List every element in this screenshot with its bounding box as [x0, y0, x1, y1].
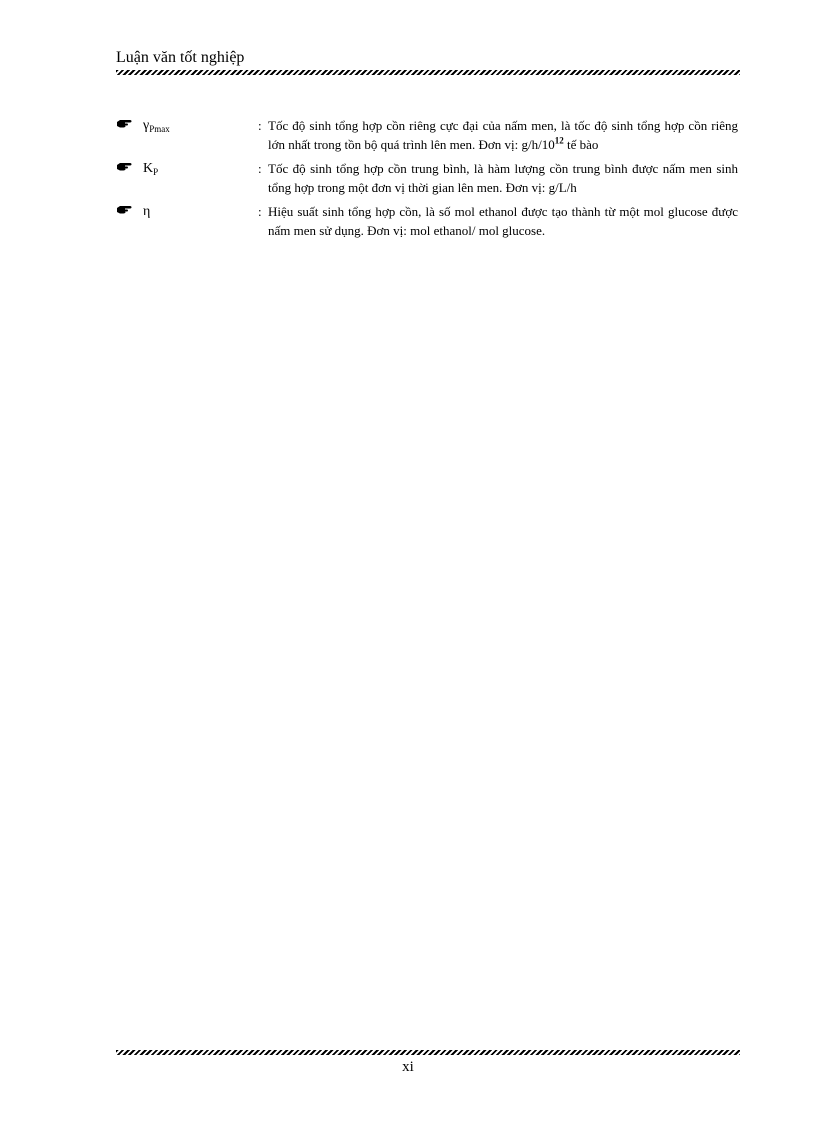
definition-separator: : — [258, 161, 262, 176]
pointing-hand-icon — [116, 160, 132, 172]
pointing-hand-icon — [116, 117, 132, 129]
definition-symbol: η — [143, 204, 151, 219]
definitions-list — [116, 116, 738, 245]
definition-item — [116, 202, 738, 240]
definition-symbol: $K_P$ — [143, 161, 159, 177]
header-divider — [116, 70, 740, 75]
page-header-title: Luận văn tốt nghiệp — [116, 49, 245, 66]
definition-item — [116, 159, 738, 197]
footer-divider — [116, 1050, 740, 1055]
definition-separator: : — [258, 204, 262, 219]
page-number: xi — [402, 1059, 414, 1075]
definition-item — [116, 116, 738, 154]
definition-text: Tốc độ sinh tổng hợp cồn riêng cực đại của nấm men, là tốc độ sinh tổng hợp cồn riêng lớn nhất trong tồn bộ quá trình lên men. Đơn vị: $g/h/10^{12}$ tế bào — [268, 118, 738, 152]
pointing-hand-icon — [116, 203, 132, 215]
definition-separator: : — [258, 118, 262, 133]
definition-symbol: $\gamma_{Pmax}$ — [143, 118, 170, 134]
definition-text: Tốc độ sinh tổng hợp cồn trung bình, là hàm lượng cồn trung bình được nấm men sinh tổng hợp trong một đơn vị thời gian lên men. Đơn vị: g/L/h — [268, 161, 738, 195]
definition-text: Hiệu suất sinh tổng hợp cồn, là số mol ethanol được tạo thành từ một mol glucose được nấm men sử dụng. Đơn vị: mol ethanol/ mol glucose. — [268, 204, 738, 238]
